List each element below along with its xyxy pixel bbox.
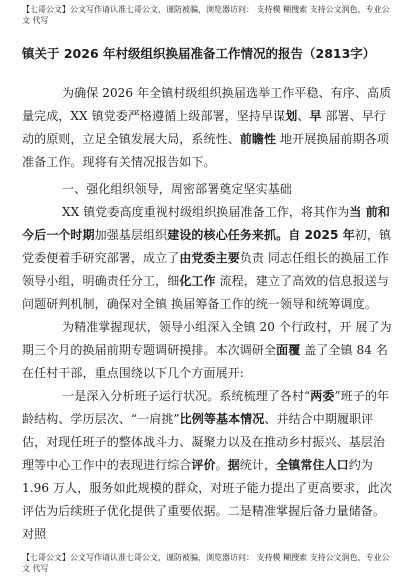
- page-footer: 【七哥公文】公文写作请认准七哥公文，谨防被骗，浏览器访问： 支持模 糊搜索 支持公文润色，专业公文 代写: [22, 553, 390, 573]
- paragraph-text: XX 镇党委高度重视村级组织换届准备工作，将其作为: [62, 205, 350, 219]
- paragraph-text: 为确保 2026 年全镇村级组织换届选举工作平稳、有序、: [62, 86, 367, 100]
- emphasis-text: 评价: [191, 458, 216, 472]
- paragraph-text: 约为 1.96 万人，服务如此规模的群众，对班子能力提出了更高要求，此次评估为后续班子优化提供了重要依据。二是精准掌握后备力量储备。对照: [22, 458, 392, 541]
- emphasis-text: 早: [309, 109, 322, 123]
- paragraph-text: 流程，建立了高效的信息报送与问题研判机制，确保对全镇 换届筹备工作的统一领导和统筹调度。: [22, 274, 389, 311]
- paragraph-text: 高质量完成，: [22, 86, 392, 123]
- paragraph-text: 、并结合中期履职评估，对现任班子的整体战斗力、凝聚力以及在推动乡村振兴、基层治理等中心工作中的表现进行综合: [22, 412, 386, 472]
- emphasis-text: 据: [227, 458, 240, 472]
- paragraph-text: ”班子的年龄结构、学历层次、“一肩挑”: [22, 389, 390, 426]
- page-header: 【七哥公文】公文写作请认准七哥公文，谨防被骗，浏览器访问： 支持模 糊搜索 支持公文润色，专业公文 代写: [22, 5, 390, 25]
- emphasis-text: 前瞻性: [239, 132, 277, 146]
- paragraph-text: 。: [215, 458, 228, 472]
- paragraph-text: 盖了全镇 84 名在任村干部，重点围绕以下几个方面展开:: [22, 343, 389, 380]
- body-paragraph: [22, 201, 392, 316]
- paragraph-text: 负责 同志任组长的换届工作领导小组，明确责任分工，细: [22, 251, 389, 288]
- emphasis-text: 当 前和今后一个时期: [22, 205, 390, 242]
- paragraph-text: 初，镇党委便着手研究部署，成立了: [22, 228, 392, 265]
- document-body: [22, 82, 392, 546]
- paragraph-text: 一是深入分析班子运行状况。系统梳理了各村“: [62, 389, 311, 403]
- emphasis-text: 化工作: [179, 274, 216, 288]
- paragraph-text: XX 镇党委严格遵循上级部署，坚持早谋: [70, 109, 286, 123]
- paragraph-text: 地开展换届前期各项准备工作。现将有关情况报告如下。: [22, 132, 389, 169]
- emphasis-text: 两委: [310, 389, 335, 403]
- emphasis-text: 建设的核心任务来抓。: [167, 228, 289, 242]
- body-paragraph: [22, 82, 392, 174]
- section-heading: [22, 178, 392, 201]
- body-paragraph: [22, 385, 392, 546]
- emphasis-text: 面覆: [276, 343, 301, 357]
- emphasis-text: 划: [285, 109, 298, 123]
- paragraph-text: 为精准掌握现状，领导小组深入全镇 20 个行政村，开 展了为期三个月的换届前期专题调研摸排。本次调研全: [22, 320, 392, 357]
- paragraph-text: 统计，: [239, 458, 277, 472]
- emphasis-text: 比例等基本情况: [179, 412, 265, 426]
- body-paragraph: [22, 316, 392, 385]
- emphasis-text: 由党委主要: [179, 251, 240, 265]
- paragraph-text: 一、强化组织领导，周密部署奠定坚实基础: [62, 182, 292, 196]
- emphasis-text: 全镇常住人口: [276, 458, 349, 472]
- document-title: 镇关于 2026 年村级组织换届准备工作情况的报告（2813字）: [22, 46, 376, 61]
- paragraph-text: 部署、早行动的原则，立足全镇发展大局，系统性、: [22, 109, 386, 146]
- paragraph-text: 、: [297, 109, 310, 123]
- emphasis-text: 自 2025 年: [288, 228, 355, 242]
- paragraph-text: 加强基层组织: [94, 228, 168, 242]
